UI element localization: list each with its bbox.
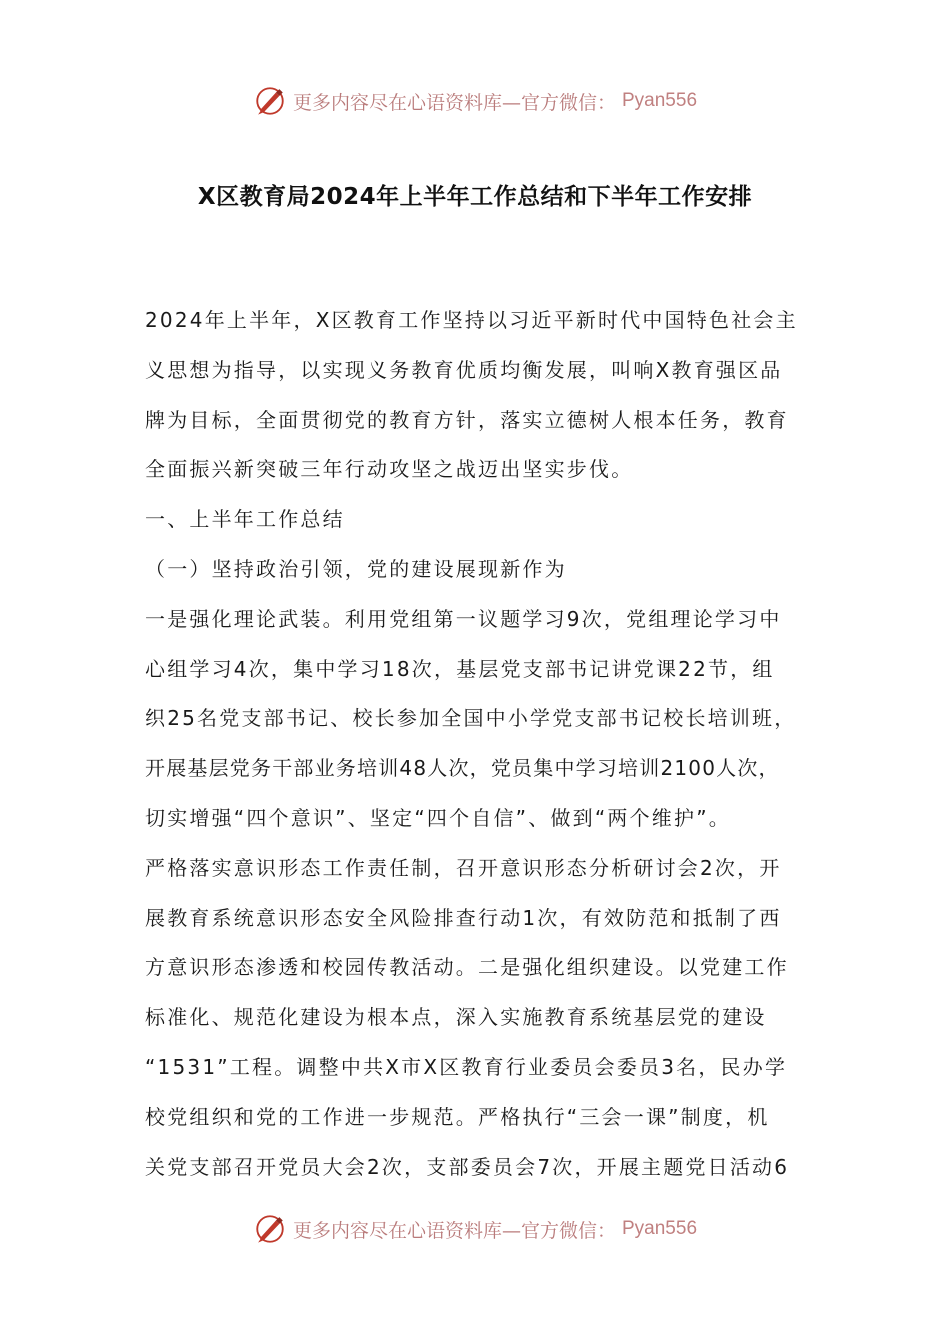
body-line: 标准化、规范化建设为根本点，深入实施教育系统基层党的建设 (145, 1005, 767, 1030)
header-watermark (0, 84, 950, 118)
body-line: 严格落实意识形态工作责任制，召开意识形态分析研讨会2次，开 (145, 855, 782, 880)
body-line: 方意识形态渗透和校园传教活动。二是强化组织建设。以党建工作 (145, 955, 789, 980)
body-line: 织25名党支部书记、校长参加全国中小学党支部书记校长培训班， (145, 706, 797, 731)
body-line: 展教育系统意识形态安全风险排查行动1次，有效防范和抵制了西 (145, 905, 782, 930)
body-line: 义思想为指导，以实现义务教育优质均衡发展，叫响X教育强区品 (145, 357, 783, 382)
section-heading: 一、上半年工作总结 (145, 507, 345, 532)
watermark-text: 更多内容尽在心语资料库—官方微信： (292, 91, 616, 114)
watermark-wechat-id: Pyan556 (622, 90, 698, 111)
body-line: 全面振兴新突破三年行动攻坚之战迈出坚实步伐。 (145, 457, 634, 482)
pen-nib-logo-icon (253, 1212, 287, 1246)
body-line: “1531”工程。调整中共X市X区教育行业委员会委员3名，民办学 (145, 1054, 788, 1079)
body-line: 2024年上半年，X区教育工作坚持以习近平新时代中国特色社会主 (145, 308, 798, 332)
body-line: 开展基层党务干部业务培训48人次，党员集中学习培训2100人次， (145, 756, 780, 781)
body-line: 切实增强“四个意识”、坚定“四个自信”、做到“两个维护”。 (145, 805, 731, 830)
footer-watermark (0, 1212, 950, 1246)
document-title: X区教育局2024年上半年工作总结和下半年工作安排 (197, 184, 753, 210)
watermark-wechat-id: Pyan556 (622, 1218, 698, 1239)
watermark-text: 更多内容尽在心语资料库—官方微信： (292, 1219, 616, 1242)
subsection-heading: （一）坚持政治引领，党的建设展现新作为 (145, 556, 567, 581)
body-line: 牌为目标，全面贯彻党的教育方针，落实立德树人根本任务，教育 (145, 407, 789, 432)
body-line: 一是强化理论武装。利用党组第一议题学习9次，党组理论学习中 (145, 606, 782, 631)
body-line: 关党支部召开党员大会2次，支部委员会7次，开展主题党日活动6 (145, 1154, 790, 1179)
document-body (145, 296, 825, 1192)
body-line: 校党组织和党的工作进一步规范。严格执行“三会一课”制度，机 (145, 1104, 770, 1129)
pen-nib-logo-icon (253, 84, 287, 118)
body-line: 心组学习4次，集中学习18次，基层党支部书记讲党课22节，组 (145, 656, 775, 681)
